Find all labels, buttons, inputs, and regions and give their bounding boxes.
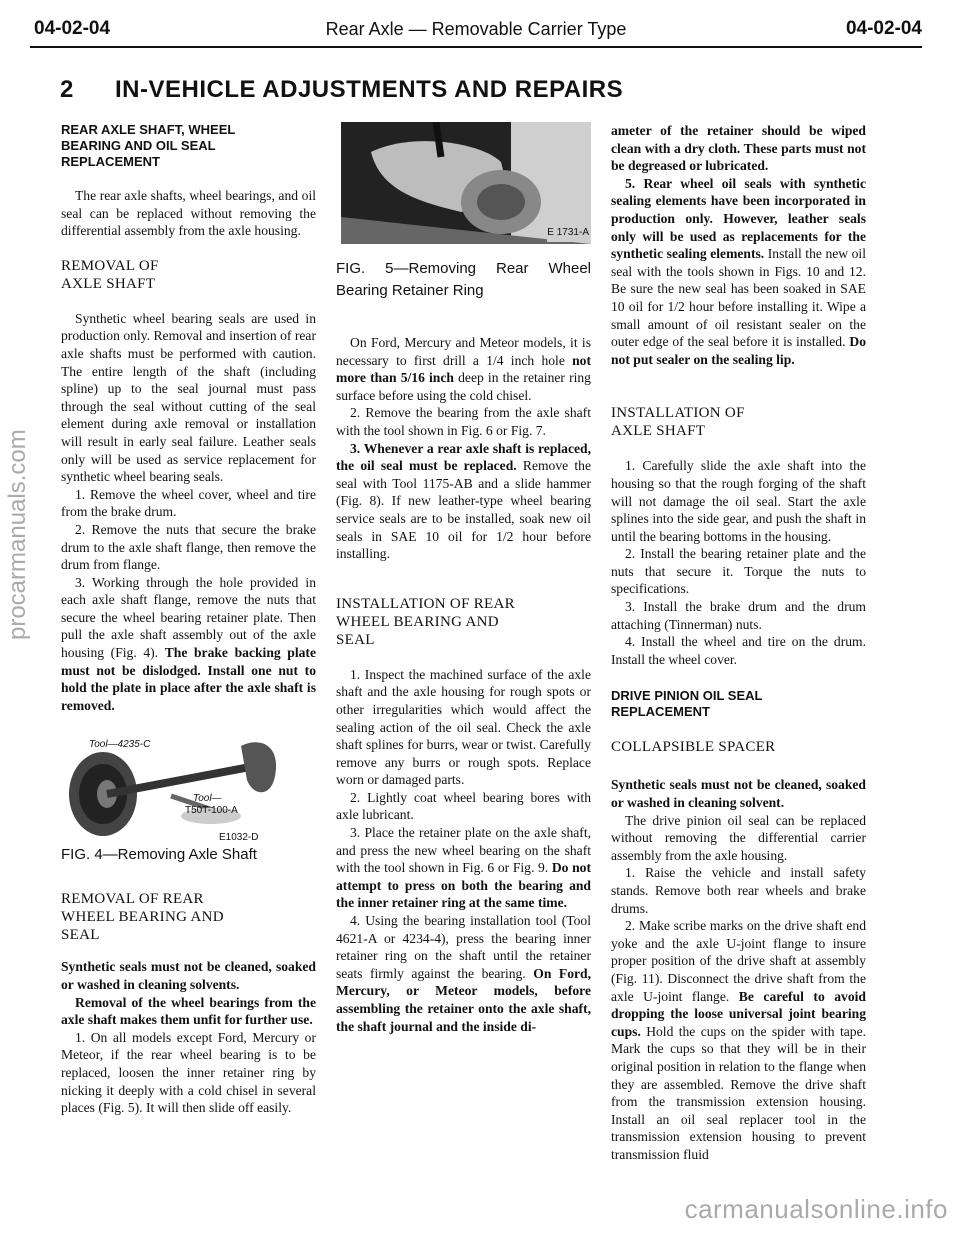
column-3 bbox=[611, 122, 866, 1164]
step: 2. Install the bearing retainer plate and the nuts that secure it. Torque the nuts to specifications. bbox=[611, 546, 866, 597]
step: 3. Place the retainer plate on the axle shaft, and press the new wheel bearing on the shaft with the tool shown in Fig. 6 or Fig. 9. Do not attempt to press on both the bearing and the inner retainer ring at the same time. bbox=[336, 825, 592, 911]
step: 2. Remove the nuts that secure the brake drum to the axle shaft flange, then remove the drum from flange. bbox=[61, 521, 316, 573]
paragraph: The rear axle shafts, wheel bearings, and oil seal can be replaced without removing the differential assembly from the axle housing. bbox=[61, 188, 316, 239]
page-header bbox=[30, 16, 922, 48]
figure-tool-label: T50T-100-A bbox=[185, 805, 238, 817]
heading-removal-rear-wheel-bearing: REMOVAL OF REAR WHEEL BEARING AND SEAL bbox=[61, 891, 224, 944]
step: 1. Carefully slide the axle shaft into the housing so that the rough forging of the shaft will not damage the oil seal. Start the axle splines into the side gear, and push the shaft in until the bearing bottoms in the housing. bbox=[611, 458, 866, 544]
page-title: Rear Axle — Removable Carrier Type bbox=[325, 19, 627, 39]
paragraph: The drive pinion oil seal can be replaced without removing the differential carrier assembly from the axle housing. bbox=[611, 812, 866, 863]
watermark-bottom: carmanualsonline.info bbox=[684, 1194, 948, 1224]
paragraph: Synthetic wheel bearing seals are used in production only. Removal and insertion of rear axle shafts must be performed with caution. The entire length of the shaft (including spline) up to the seal journal must pass through the seal without cutting of the seal element during axle removal or installation will result in early seal failure. Leather seals only will be used as service replacement for synthetic wheel bearing seals. bbox=[61, 310, 316, 485]
step: 2. Lightly coat wheel bearing bores with axle lubricant. bbox=[336, 789, 591, 823]
section-heading bbox=[60, 76, 623, 104]
figure-tool-label: Tool—4235-C bbox=[89, 739, 151, 751]
figure-4-caption: FIG. 4—Removing Axle Shaft bbox=[61, 846, 257, 864]
step: 2. Make scribe marks on the drive shaft end yoke and the axle U-joint flange to insure proper position of the drive shaft at assembly (Fig. 11). Disconnect the drive shaft from the axle U-joint flange. Be careful to avoid dropping the loose universal joint bearing cups. Hold the cups on the spider with tape. Mark the cups so that they will be in their original position in relation to the flange when they are assembled. Remove the drive shaft from the transmission extension housing. Install an oil seal replacer tool in the transmission extension housing to prevent transmission fluid bbox=[611, 918, 866, 1162]
heading-drive-pinion-oil-seal: DRIVE PINION OIL SEAL REPLACEMENT bbox=[611, 688, 763, 720]
step: 4. Using the bearing installation tool (Tool 4621-A or 4234-4), press the bearing inner retainer ring on the shaft until the retainer seats firmly against the bearing. On Ford, Mercury, or Meteor models, before assembling the retainer onto the axle shaft, the shaft journal and the inside di- bbox=[336, 913, 592, 1034]
step: 1. Inspect the machined surface of the axle shaft and the axle housing for rough spots or other irregularities which would affect the sealing action of the oil seal. Check the axle shaft splines for burrs, wear or twist. Carefully remove any burrs or rough spots. Replace worn or damaged parts. bbox=[336, 666, 591, 788]
warning-text: Synthetic seals must not be cleaned, soaked or washed in cleaning solvent. bbox=[611, 777, 866, 811]
heading-collapsible-spacer: COLLAPSIBLE SPACER bbox=[611, 739, 776, 756]
paragraph: ameter of the retainer should be wiped clean with a dry cloth. These parts must not be degreased or lubricated. bbox=[611, 123, 866, 174]
figure-5-caption: FIG. 5—Removing Rear Wheel Bearing Retainer Ring bbox=[336, 260, 591, 299]
step: 2. Remove the bearing from the axle shaft with the tool shown in Fig. 6 or Fig. 7. bbox=[336, 405, 591, 438]
warning-text: Removal of the wheel bearings from the axle shaft makes them unfit for further use. bbox=[61, 994, 316, 1028]
step: 4. Install the wheel and tire on the drum. Install the wheel cover. bbox=[611, 634, 866, 667]
figure-5-image bbox=[341, 122, 591, 244]
column-1 bbox=[61, 122, 316, 1117]
heading-installation-rear-wheel-bearing: INSTALLATION OF REAR WHEEL BEARING AND SEAL bbox=[336, 595, 515, 648]
step: 1. Raise the vehicle and install safety stands. Remove both rear wheels and brake drums. bbox=[611, 865, 866, 916]
step: 3. Working through the hole provided in each axle shaft flange, remove the nuts that secure the wheel bearing retainer plate. Then pull the axle shaft assembly out of the axle housing (Fig. 4). The brake backing plate must not be dislodged. Install one nut to hold the plate in place after the axle shaft is removed. bbox=[61, 574, 316, 713]
section-code-left: 04-02-04 bbox=[34, 18, 111, 39]
figure-code: E1032-D bbox=[219, 832, 259, 844]
figure-code: E 1731-A bbox=[547, 224, 589, 242]
heading-installation-axle-shaft: INSTALLATION OF AXLE SHAFT bbox=[611, 405, 745, 440]
heading-axle-shaft-replacement: REAR AXLE SHAFT, WHEEL BEARING AND OIL SEAL REPLACEMENT bbox=[61, 122, 236, 169]
step: 1. On all models except Ford, Mercury or Meteor, if the rear wheel bearing is to be replaced, loosen the inner retainer ring by nicking it deeply with a cold chisel in several places (Fig. 5). It will then slide off easily. bbox=[61, 1029, 316, 1116]
step: 5. Rear wheel oil seals with synthetic sealing elements have been incorporated in production only. However, leather seals only will be used as replacements for the synthetic sealing elements. Install the new oil seal with the tools shown in Figs. 10 and 12. Be sure the new seal has been soaked in SAE 10 oil for 1/2 hour before installing it. Wipe a small amount of oil resistant sealer on the outer edge of the seal before it is installed. Do not put sealer on the sealing lip. bbox=[611, 175, 866, 367]
step: 3. Install the brake drum and the drum attaching (Tinnerman) nuts. bbox=[611, 599, 866, 632]
step: 3. Whenever a rear axle shaft is replaced, the oil seal must be replaced. Remove the seal with Tool 1175-AB and a slide hammer (Fig. 8). If new leather-type wheel bearing service seals are to be installed, soak new oil seals in SAE 10 oil for 1/2 hour before installing. bbox=[336, 440, 591, 562]
section-code-right: 04-02-04 bbox=[845, 18, 922, 39]
section-number: 2 bbox=[60, 76, 74, 103]
heading-removal-axle-shaft: REMOVAL OF AXLE SHAFT bbox=[61, 257, 159, 292]
paragraph: On Ford, Mercury and Meteor models, it is necessary to first drill a 1/4 inch hole not more than 5/16 inch deep in the retainer ring surface before using the cold chisel. bbox=[336, 335, 591, 403]
column-2 bbox=[336, 122, 591, 1035]
step: 1. Remove the wheel cover, wheel and tire from the brake drum. bbox=[61, 486, 316, 520]
section-title: IN-VEHICLE ADJUSTMENTS AND REPAIRS bbox=[115, 76, 624, 103]
figure-tool-label: Tool— bbox=[193, 793, 222, 805]
watermark-side: procarmanuals.com bbox=[4, 429, 31, 640]
warning-text: Synthetic seals must not be cleaned, soaked or washed in cleaning solvents. bbox=[61, 959, 316, 993]
figure-4-image bbox=[61, 736, 301, 844]
